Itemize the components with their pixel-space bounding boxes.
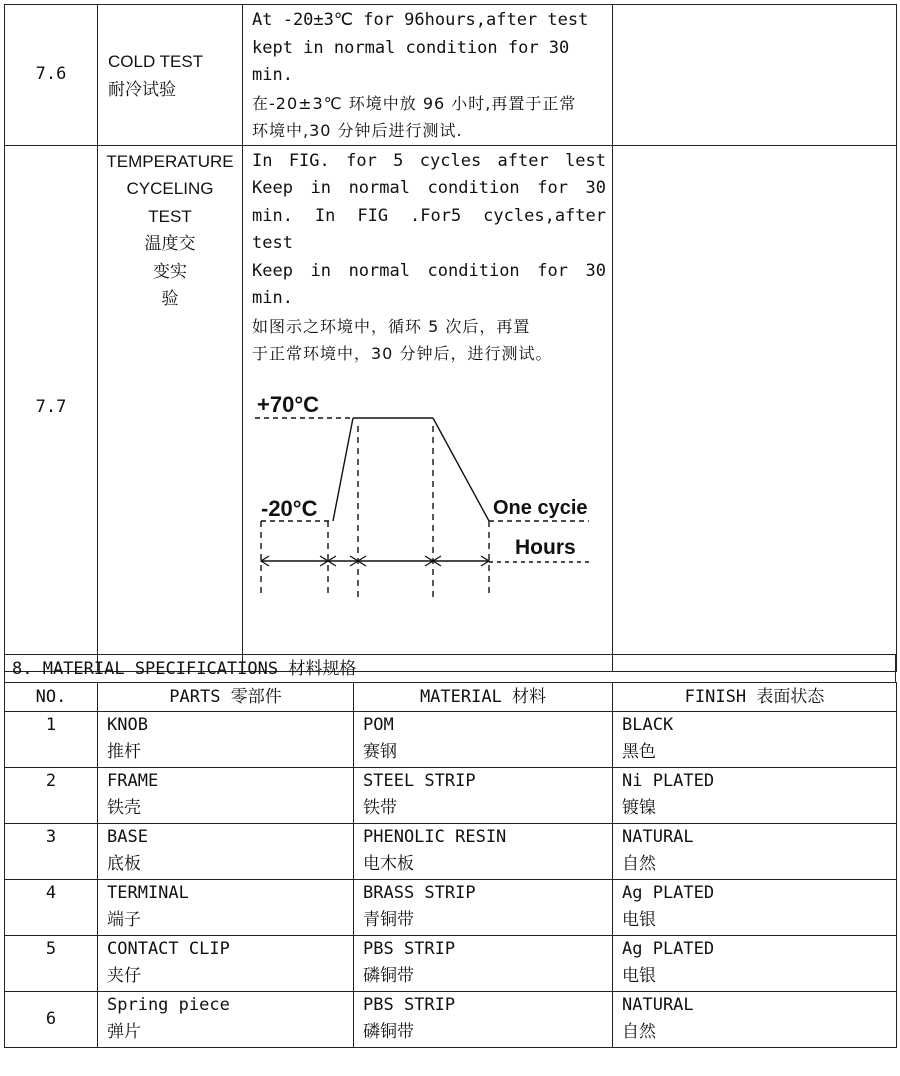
finish-en: Ni PLATED <box>622 771 715 791</box>
test-name-cn: 耐冷试验 <box>108 79 176 99</box>
material-en: PHENOLIC RESIN <box>363 827 507 847</box>
test-name-line: 验 <box>161 289 179 308</box>
finish-cell <box>613 824 897 880</box>
part-en: BASE <box>107 827 148 847</box>
remarks-cell <box>613 5 897 146</box>
material-cn: 赛钢 <box>363 742 397 762</box>
material-cell <box>354 992 613 1048</box>
condition-line: In FIG. for 5 cycles after lest <box>252 150 606 171</box>
test-name-line: 变实 <box>153 261 187 281</box>
test-name-line: 温度交 <box>144 234 196 253</box>
part-cn: 夹仔 <box>107 966 141 986</box>
row-number: 2 <box>5 768 98 824</box>
test-condition-cell <box>243 5 613 146</box>
one-cycle-label: One cycie <box>493 496 588 519</box>
finish-en: NATURAL <box>622 827 694 847</box>
column-header: PARTS 零部件 <box>98 683 354 712</box>
material-en: PBS STRIP <box>363 995 456 1015</box>
column-header: FINISH 表面状态 <box>613 683 897 712</box>
low-temp-label: -20°C <box>261 495 318 521</box>
table-row <box>5 936 897 992</box>
part-cn: 端子 <box>107 910 141 930</box>
test-condition-cell <box>243 145 613 671</box>
finish-cell <box>613 768 897 824</box>
table-row <box>5 992 897 1048</box>
finish-en: BLACK <box>622 715 674 735</box>
finish-cell <box>613 712 897 768</box>
table-row <box>5 768 897 824</box>
part-cell <box>98 992 354 1048</box>
material-cn: 磷铜带 <box>363 966 414 986</box>
finish-cell <box>613 880 897 936</box>
finish-cell <box>613 992 897 1048</box>
test-name-line: TEMPERATURE <box>106 151 234 171</box>
finish-en: Ag PLATED <box>622 939 715 959</box>
table-row <box>5 824 897 880</box>
finish-cell <box>613 936 897 992</box>
part-en: CONTACT CLIP <box>107 939 230 959</box>
column-header: NO. <box>5 683 98 712</box>
material-spec-table <box>4 682 897 1048</box>
part-en: TERMINAL <box>107 883 189 903</box>
part-cn: 推杆 <box>107 742 141 762</box>
material-cell <box>354 880 613 936</box>
material-cell <box>354 768 613 824</box>
part-cn: 弹片 <box>107 1022 141 1042</box>
test-row-7-7 <box>5 145 897 671</box>
part-cell <box>98 936 354 992</box>
part-en: Spring piece <box>107 995 230 1015</box>
test-row-7-6 <box>5 5 897 146</box>
test-name-en: COLD TEST <box>108 52 204 72</box>
finish-cn: 自然 <box>622 1022 656 1042</box>
row-number: 5 <box>5 936 98 992</box>
test-name-cell <box>98 5 243 146</box>
test-spec-table <box>4 4 897 672</box>
ramp-down-line <box>433 418 489 521</box>
column-header: MATERIAL 材料 <box>354 683 613 712</box>
material-cell <box>354 712 613 768</box>
row-number: 3 <box>5 824 98 880</box>
finish-cn: 自然 <box>622 854 656 874</box>
finish-cn: 电银 <box>622 910 656 930</box>
table-row <box>5 712 897 768</box>
finish-cn: 电银 <box>622 966 656 986</box>
material-cn: 铁带 <box>363 798 397 818</box>
test-name-cell <box>98 145 243 671</box>
condition-line: 环境中,30 分钟后进行测试. <box>252 121 463 140</box>
item-number: 7.7 <box>5 145 98 671</box>
material-cell <box>354 824 613 880</box>
part-cn: 铁壳 <box>107 798 141 818</box>
ramp-up-line <box>333 418 353 521</box>
part-cell <box>98 880 354 936</box>
hours-label: Hours <box>515 535 576 559</box>
condition-line: 于正常环境中，30 分钟后，进行测试。 <box>252 344 553 363</box>
row-number: 1 <box>5 712 98 768</box>
part-cell <box>98 824 354 880</box>
item-number: 7.6 <box>5 5 98 146</box>
part-cn: 底板 <box>107 854 141 874</box>
condition-line: 如图示之环境中，循环 5 次后，再置 <box>252 316 531 336</box>
part-en: KNOB <box>107 715 148 735</box>
condition-line: 在-20±3℃ 环境中放 96 小时,再置于正常 <box>252 93 577 113</box>
test-name-line: CYCELING <box>126 179 214 198</box>
finish-cn: 黑色 <box>622 742 656 762</box>
table-header-row <box>5 683 897 712</box>
material-cell <box>354 936 613 992</box>
row-number: 4 <box>5 880 98 936</box>
test-name-line: TEST <box>148 206 192 226</box>
row-number: 6 <box>5 992 98 1048</box>
material-cn: 磷铜带 <box>363 1022 414 1042</box>
temperature-cycle-diagram <box>253 386 603 606</box>
material-cn: 电木板 <box>363 854 414 874</box>
part-cell <box>98 712 354 768</box>
remarks-cell <box>613 145 897 671</box>
condition-line: Keep in normal condition for 30 <box>252 178 606 198</box>
table-row <box>5 880 897 936</box>
material-en: POM <box>363 715 394 735</box>
section-title: 8. MATERIAL SPECIFICATIONS 材料规格 <box>4 654 896 682</box>
condition-line: At -20±3℃ for 96hours,after test <box>252 10 589 30</box>
finish-en: NATURAL <box>622 995 694 1015</box>
material-en: PBS STRIP <box>363 939 456 959</box>
material-en: BRASS STRIP <box>363 883 476 903</box>
condition-line: min. In FIG .For5 cycles,after test <box>252 205 606 253</box>
material-en: STEEL STRIP <box>363 771 476 791</box>
high-temp-label: +70°C <box>257 391 320 417</box>
condition-line: kept in normal condition for 30 min. <box>252 37 570 85</box>
finish-en: Ag PLATED <box>622 883 715 903</box>
condition-line: Keep in normal condition for 30 <box>252 260 606 281</box>
material-cn: 青铜带 <box>363 910 414 930</box>
part-cell <box>98 768 354 824</box>
finish-cn: 镀镍 <box>622 798 656 818</box>
part-en: FRAME <box>107 771 159 791</box>
condition-line: min. <box>252 288 293 308</box>
